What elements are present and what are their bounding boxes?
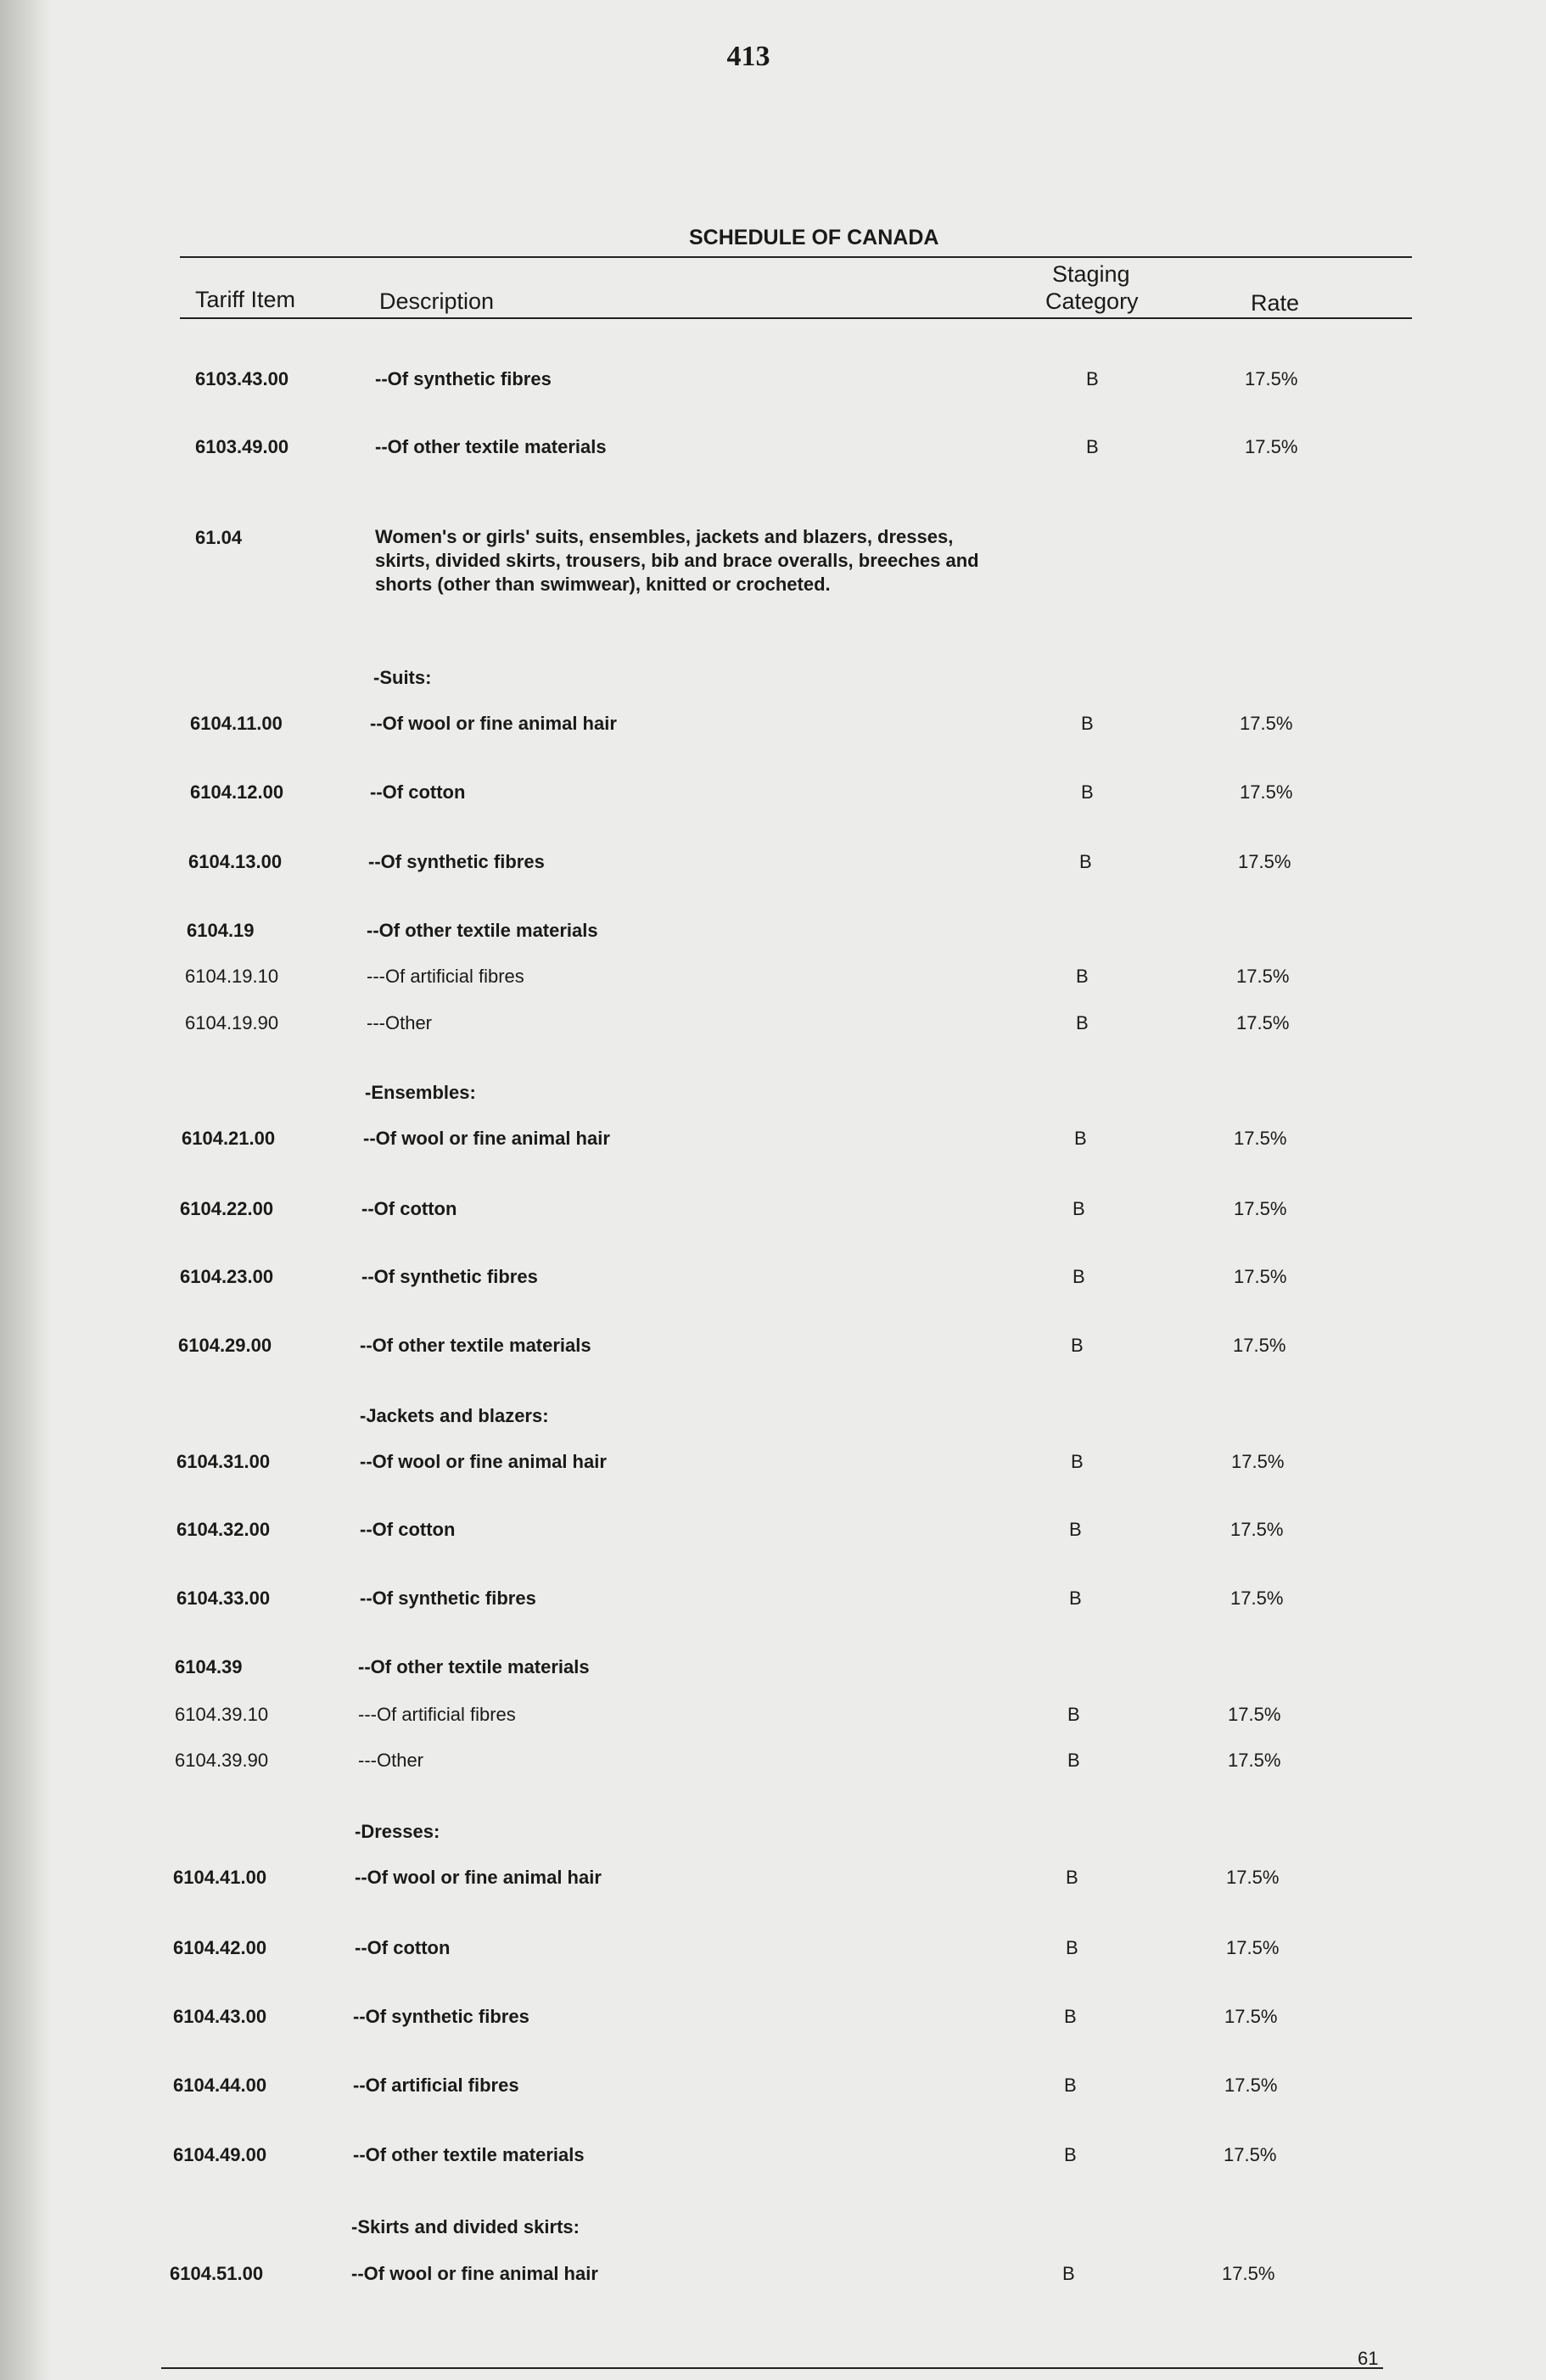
staging-category: B [1086,368,1099,389]
section-heading-dresses: -Dresses: [355,1821,440,1842]
column-header-staging-line2: Category [1045,288,1139,314]
table-row [0,781,1546,815]
footer-page-number: 61 [1358,2348,1379,2369]
staging-category: B [1073,1198,1085,1219]
description: ---Other [358,1750,423,1771]
staging-category: B [1069,1519,1082,1540]
staging-category: B [1079,851,1092,872]
rate: 17.5% [1228,1704,1281,1725]
tariff-item: 6104.49.00 [173,2144,267,2165]
description: --Of synthetic fibres [353,2006,529,2027]
rate: 17.5% [1234,1128,1287,1149]
tariff-item: 6104.41.00 [173,1867,267,1888]
tariff-item: 6104.51.00 [170,2263,264,2284]
tariff-item: 6104.11.00 [190,713,283,734]
staging-category: B [1081,713,1094,734]
table-row [0,2006,1546,2040]
description: --Of cotton [370,781,466,803]
rate: 17.5% [1231,1451,1285,1472]
heading-code: 61.04 [195,527,243,548]
tariff-item: 6104.43.00 [173,2006,267,2027]
description: --Of artificial fibres [353,2075,519,2096]
heading-description: Women's or girls' suits, ensembles, jackets and blazers, dresses, skirts, divided skirts, trousers, bib and brace overalls, breeches and shorts (other than swimwear), knitted or crocheted. [375,526,979,595]
header-top-rule [180,256,1412,258]
rate: 17.5% [1224,2144,1277,2165]
tariff-item: 6104.19 [187,920,255,941]
rate: 17.5% [1224,2006,1278,2027]
description: --Of synthetic fibres [361,1266,538,1287]
rate: 17.5% [1226,1937,1280,1958]
column-header-tariff-item: Tariff Item [195,287,296,312]
table-row [0,966,1546,1000]
staging-category: B [1073,1266,1085,1287]
rate: 17.5% [1230,1519,1284,1540]
staging-category: B [1086,436,1099,457]
tariff-item: 6104.22.00 [180,1198,274,1219]
rate: 17.5% [1245,368,1298,389]
table-row [0,1451,1546,1485]
table-row [0,1656,1546,1690]
schedule-title: SCHEDULE OF CANADA [689,226,939,249]
staging-category: B [1066,1937,1078,1958]
tariff-item: 6104.39 [175,1656,243,1677]
rate: 17.5% [1222,2263,1275,2284]
staging-category: B [1062,2263,1075,2284]
tariff-item: 6104.29.00 [178,1335,272,1356]
table-row [0,851,1546,885]
rate: 17.5% [1234,1198,1287,1219]
table-row [0,2263,1546,2297]
staging-category: B [1064,2006,1077,2027]
rate: 17.5% [1226,1867,1280,1888]
table-row [0,2075,1546,2108]
tariff-item: 6104.12.00 [190,781,284,803]
table-row [0,368,1546,402]
description: --Of synthetic fibres [368,851,545,872]
tariff-item: 6104.44.00 [173,2075,267,2096]
table-row [0,1266,1546,1300]
rate: 17.5% [1238,851,1291,872]
rate: 17.5% [1236,966,1290,987]
table-row [0,436,1546,470]
description: --Of other textile materials [353,2144,585,2165]
tariff-item: 6104.32.00 [176,1519,271,1540]
tariff-item: 6103.43.00 [195,368,289,389]
rate: 17.5% [1224,2075,1278,2096]
staging-category: B [1076,966,1089,987]
description: ---Of artificial fibres [367,966,524,987]
description: --Of other textile materials [358,1656,590,1677]
page-number: 413 [726,41,770,72]
description: --Of wool or fine animal hair [360,1451,607,1472]
description: --Of synthetic fibres [375,368,552,389]
table-row [0,2144,1546,2178]
rate: 17.5% [1240,713,1293,734]
description: --Of cotton [355,1937,451,1958]
tariff-item: 6103.49.00 [195,436,289,457]
rate: 17.5% [1228,1750,1281,1771]
description: ---Other [367,1012,432,1033]
rate: 17.5% [1233,1335,1286,1356]
tariff-item: 6104.39.10 [175,1704,269,1725]
column-header-staging-line1: Staging [1052,261,1130,287]
table-row [0,1335,1546,1369]
table-row [0,1588,1546,1621]
description: --Of synthetic fibres [360,1588,536,1609]
staging-category: B [1076,1012,1089,1033]
tariff-item: 6104.31.00 [176,1451,271,1472]
staging-category: B [1064,2144,1077,2165]
table-row [0,1867,1546,1901]
rate: 17.5% [1230,1588,1284,1609]
table-row [0,1012,1546,1046]
description: --Of wool or fine animal hair [355,1867,602,1888]
description: --Of wool or fine animal hair [351,2263,598,2284]
staging-category: B [1067,1750,1080,1771]
section-heading-jackets: -Jackets and blazers: [360,1405,549,1426]
tariff-item: 6104.19.90 [185,1012,279,1033]
tariff-item: 6104.13.00 [188,851,283,872]
description: --Of cotton [360,1519,456,1540]
table-row [0,1937,1546,1971]
description: --Of wool or fine animal hair [370,713,617,734]
tariff-item: 6104.19.10 [185,966,279,987]
rate: 17.5% [1234,1266,1287,1287]
rate: 17.5% [1245,436,1298,457]
table-row [0,1198,1546,1232]
description: --Of other textile materials [367,920,598,941]
rate: 17.5% [1236,1012,1290,1033]
table-row [0,1128,1546,1162]
column-header-rate: Rate [1251,290,1300,316]
staging-category: B [1071,1451,1084,1472]
table-row [0,1704,1546,1738]
staging-category: B [1071,1335,1084,1356]
column-header-description: Description [379,288,495,314]
table-row [0,920,1546,954]
tariff-item: 6104.39.90 [175,1750,269,1771]
staging-category: B [1067,1704,1080,1725]
section-heading-ensembles: -Ensembles: [365,1082,476,1103]
section-heading-skirts: -Skirts and divided skirts: [351,2216,580,2237]
staging-category: B [1074,1128,1087,1149]
rate: 17.5% [1240,781,1293,803]
tariff-item: 6104.42.00 [173,1937,267,1958]
description: --Of other textile materials [360,1335,591,1356]
tariff-item: 6104.33.00 [176,1588,271,1609]
staging-category: B [1069,1588,1082,1609]
tariff-item: 6104.21.00 [182,1128,276,1149]
section-heading-suits: -Suits: [373,667,432,688]
description: --Of cotton [361,1198,457,1219]
header-bottom-rule [180,317,1412,319]
staging-category: B [1064,2075,1077,2096]
staging-category: B [1081,781,1094,803]
table-row [0,713,1546,747]
description: --Of other textile materials [375,436,607,457]
staging-category: B [1066,1867,1078,1888]
description: ---Of artificial fibres [358,1704,516,1725]
tariff-item: 6104.23.00 [180,1266,274,1287]
footer-rule [161,2367,1383,2369]
description: --Of wool or fine animal hair [363,1128,610,1149]
table-row [0,1750,1546,1784]
table-row [0,1519,1546,1553]
